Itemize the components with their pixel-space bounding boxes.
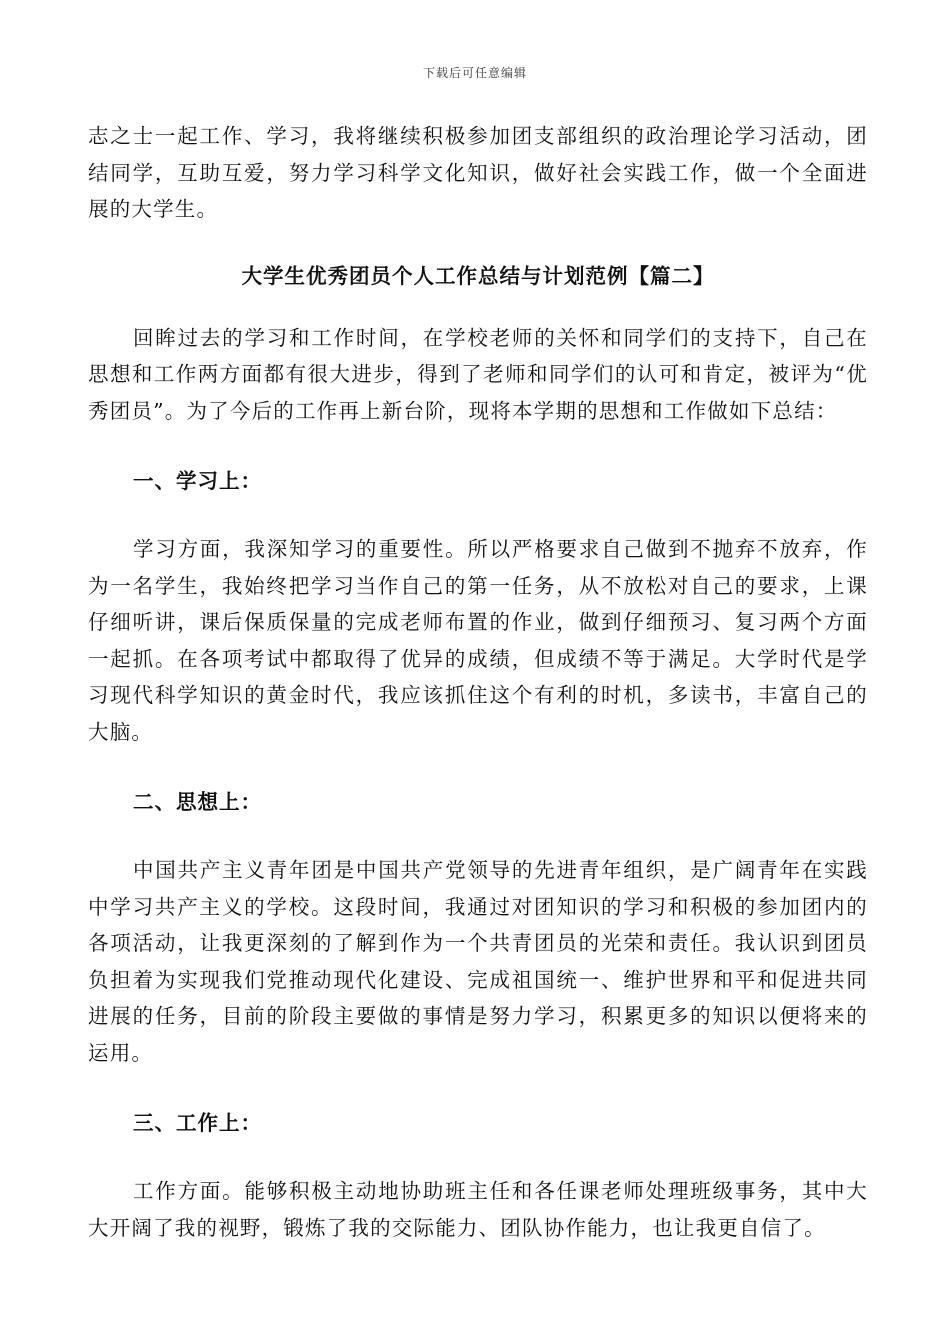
section-heading-study: 一、学习上： (133, 469, 262, 493)
section-body-thought: 中国共产主义青年团是中国共产党领导的先进青年组织，是广阔青年在实践中学习共产主义的学校。这段时间，我通过对团知识的学习和积极的参加团内的各项活动，让我更深刻的了解到作为一个共青团员的光荣和责任。我认识到团员负担着为实现我们党推动现代化建设、完成祖国统一、维护世界和平和促进共同进展的任务，目前的阶段主要做的事情是努力学习，积累更多的知识以便将来的运用。 (88, 858, 868, 1065)
section-body-study: 学习方面，我深知学习的重要性。所以严格要求自己做到不抛弃不放弃，作为一名学生，我始终把学习当作自己的第一任务，从不放松对自己的要求，上课仔细听讲，课后保质保量的完成老师布置的作业，做到仔细预习、复习两个方面一起抓。在各项考试中都取得了优异的成绩，但成绩不等于满足。大学时代是学习现代科学知识的黄金时代，我应该抓住这个有利的时机，多读书，丰富自己的大脑。 (88, 537, 868, 744)
opening-paragraph: 回眸过去的学习和工作时间，在学校老师的关怀和同学们的支持下，自己在思想和工作两方面都有很大进步，得到了老师和同学们的认可和肯定，被评为“优秀团员”。为了今后的工作再上新台阶，现将本学期的思想和工作做如下总结： (88, 325, 868, 423)
section-heading-work: 三、工作上： (133, 1111, 262, 1135)
page-header: 下载后可任意编辑 (422, 66, 527, 80)
intro-paragraph: 志之士一起工作、学习，我将继续积极参加团支部组织的政治理论学习活动，团结同学，互助互爱，努力学习科学文化知识，做好社会实践工作，做一个全面进展的大学生。 (88, 124, 868, 221)
section-heading-thought: 二、思想上： (133, 790, 262, 814)
section-body-work: 工作方面。能够积极主动地协助班主任和各任课老师处理班级事务，其中大大开阔了我的视野，锻炼了我的交际能力、团队协作能力，也让我更自信了。 (88, 1179, 868, 1240)
document-body (88, 118, 868, 1246)
document-title: 大学生优秀团员个人工作总结与计划范例【篇二】 (241, 263, 715, 288)
